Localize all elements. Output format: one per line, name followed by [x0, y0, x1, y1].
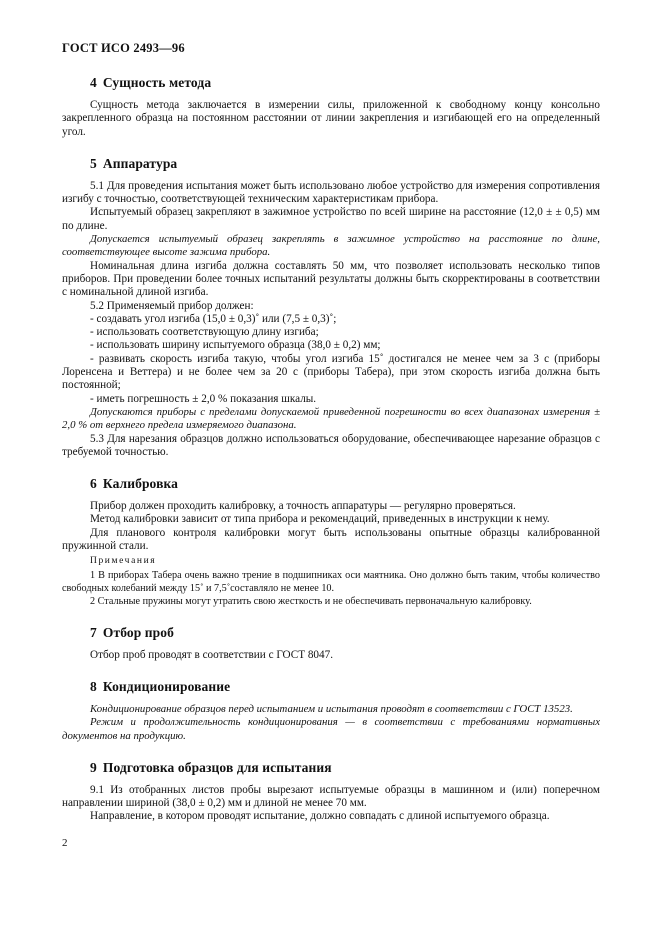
paragraph: Для планового контроля калибровки могут быть использованы опытные образцы калиброванной пружинной стали.	[62, 526, 600, 553]
section-heading-9	[90, 760, 600, 776]
list-item: - иметь погрешность ± 2,0 % показания шкалы.	[90, 392, 317, 405]
section-heading-5	[90, 156, 600, 172]
paragraph: Прибор должен проходить калибровку, а точность аппаратуры — регулярно проверяться.	[90, 500, 516, 513]
section-title: Кондиционирование	[102, 678, 231, 694]
section-title: Аппаратура	[102, 155, 178, 171]
paragraph: 5.3 Для нарезания образцов должно использоваться оборудование, обеспечивающее нарезание образцов с требуемой точностью.	[62, 432, 600, 458]
section-heading-8	[90, 679, 600, 695]
section-number: 9	[90, 759, 97, 775]
paragraph: 5.2 Применяемый прибор должен:	[90, 299, 254, 312]
list-item: - развивать скорость изгиба такую, чтобы угол изгиба 15˚ достигался не менее чем за 3 с (приборы Лоренсена и Веттера) и не более чем за 20 с (приборы Табера), при этом скорость изгиба должна быть постоянной;	[62, 352, 600, 392]
paragraph: Сущность метода заключается в измерении силы, приложенной к свободному концу консольно закрепленного образца на постоянном расстоянии от линии закрепления и изгибающей его на определенный угол.	[62, 99, 600, 138]
section-heading-4	[90, 75, 600, 91]
italic-paragraph: Кондиционирование образцов перед испытанием и испытания проводят в соответствии с ГОСТ 13523.	[90, 702, 573, 715]
section-title: Калибровка	[102, 476, 178, 492]
section-title: Сущность метода	[102, 75, 212, 90]
italic-paragraph: Режим и продолжительность кондиционирования — в соответствии с требованиями нормативных документов на продукцию.	[62, 716, 600, 742]
paragraph: Номинальная длина изгиба должна составлять 50 мм, что позволяет использовать несколько типов приборов. При проведении более точных испытаний результаты должны быть скорректированы в соответствии с номинальной длиной изгиба.	[62, 259, 600, 299]
italic-paragraph: Допускаются приборы с пределами допускаемой приведенной погрешности во всех диапазонах измерения ± 2,0 % от верхнего предела измеряемого диапазона.	[62, 405, 600, 432]
paragraph: Метод калибровки зависит от типа прибора и рекомендаций, приведенных в инструкции к нему.	[90, 513, 550, 526]
paragraph: Направление, в котором проводят испытание, должно совпадать с длиной испытуемого образца.	[90, 810, 550, 823]
section-number: 8	[90, 678, 97, 694]
paragraph: 5.1 Для проведения испытания может быть использовано любое устройство для измерения сопротивления изгибу с точностью, соответствующей техническим характеристикам прибора.	[62, 179, 600, 206]
section-title: Подготовка образцов для испытания	[102, 759, 332, 775]
section-number: 5	[90, 155, 97, 171]
section-number: 4	[90, 75, 97, 90]
list-item: - создавать угол изгиба (15,0 ± 0,3)˚ или (7,5 ± 0,3)˚;	[90, 312, 337, 325]
italic-paragraph: Допускается испытуемый образец закреплять в зажимное устройство на расстояние по длине, соответствующее высоте зажима прибора.	[62, 233, 600, 259]
document-body	[62, 64, 600, 824]
paragraph: Отбор проб проводят в соответствии с ГОСТ 8047.	[90, 648, 334, 661]
paragraph: 9.1 Из отобранных листов пробы вырезают испытуемые образцы в машинном и (или) поперечном направлении шириной (38,0 ± 0,2) мм и длиной не менее 70 мм.	[62, 783, 600, 810]
note: 2 Стальные пружины могут утратить свою жесткость и не обеспечивать первоначальную калибровку.	[90, 595, 532, 607]
list-item: - использовать ширину испытуемого образца (38,0 ± 0,2) мм;	[90, 339, 381, 352]
section-number: 6	[90, 476, 97, 492]
paragraph: Испытуемый образец закрепляют в зажимное устройство по всей ширине на расстояние (12,0 ± ± 0,5) мм по длине.	[62, 206, 600, 232]
notes-heading: Примечания	[90, 556, 157, 567]
list-item: - использовать соответствующую длину изгиба;	[90, 326, 319, 339]
document-header: ГОСТ ИСО 2493—96	[62, 41, 185, 55]
note: 1 В приборах Табера очень важно трение в подшипниках оси маятника. Оно должно быть таким, чтобы количество свободных колебаний между 15˚ и 7,5˚составляло не менее 10.	[62, 569, 600, 594]
page-number: 2	[62, 837, 68, 849]
section-heading-6	[90, 476, 600, 492]
section-heading-7	[90, 625, 600, 641]
section-number: 7	[90, 624, 97, 640]
section-title: Отбор проб	[102, 624, 174, 640]
